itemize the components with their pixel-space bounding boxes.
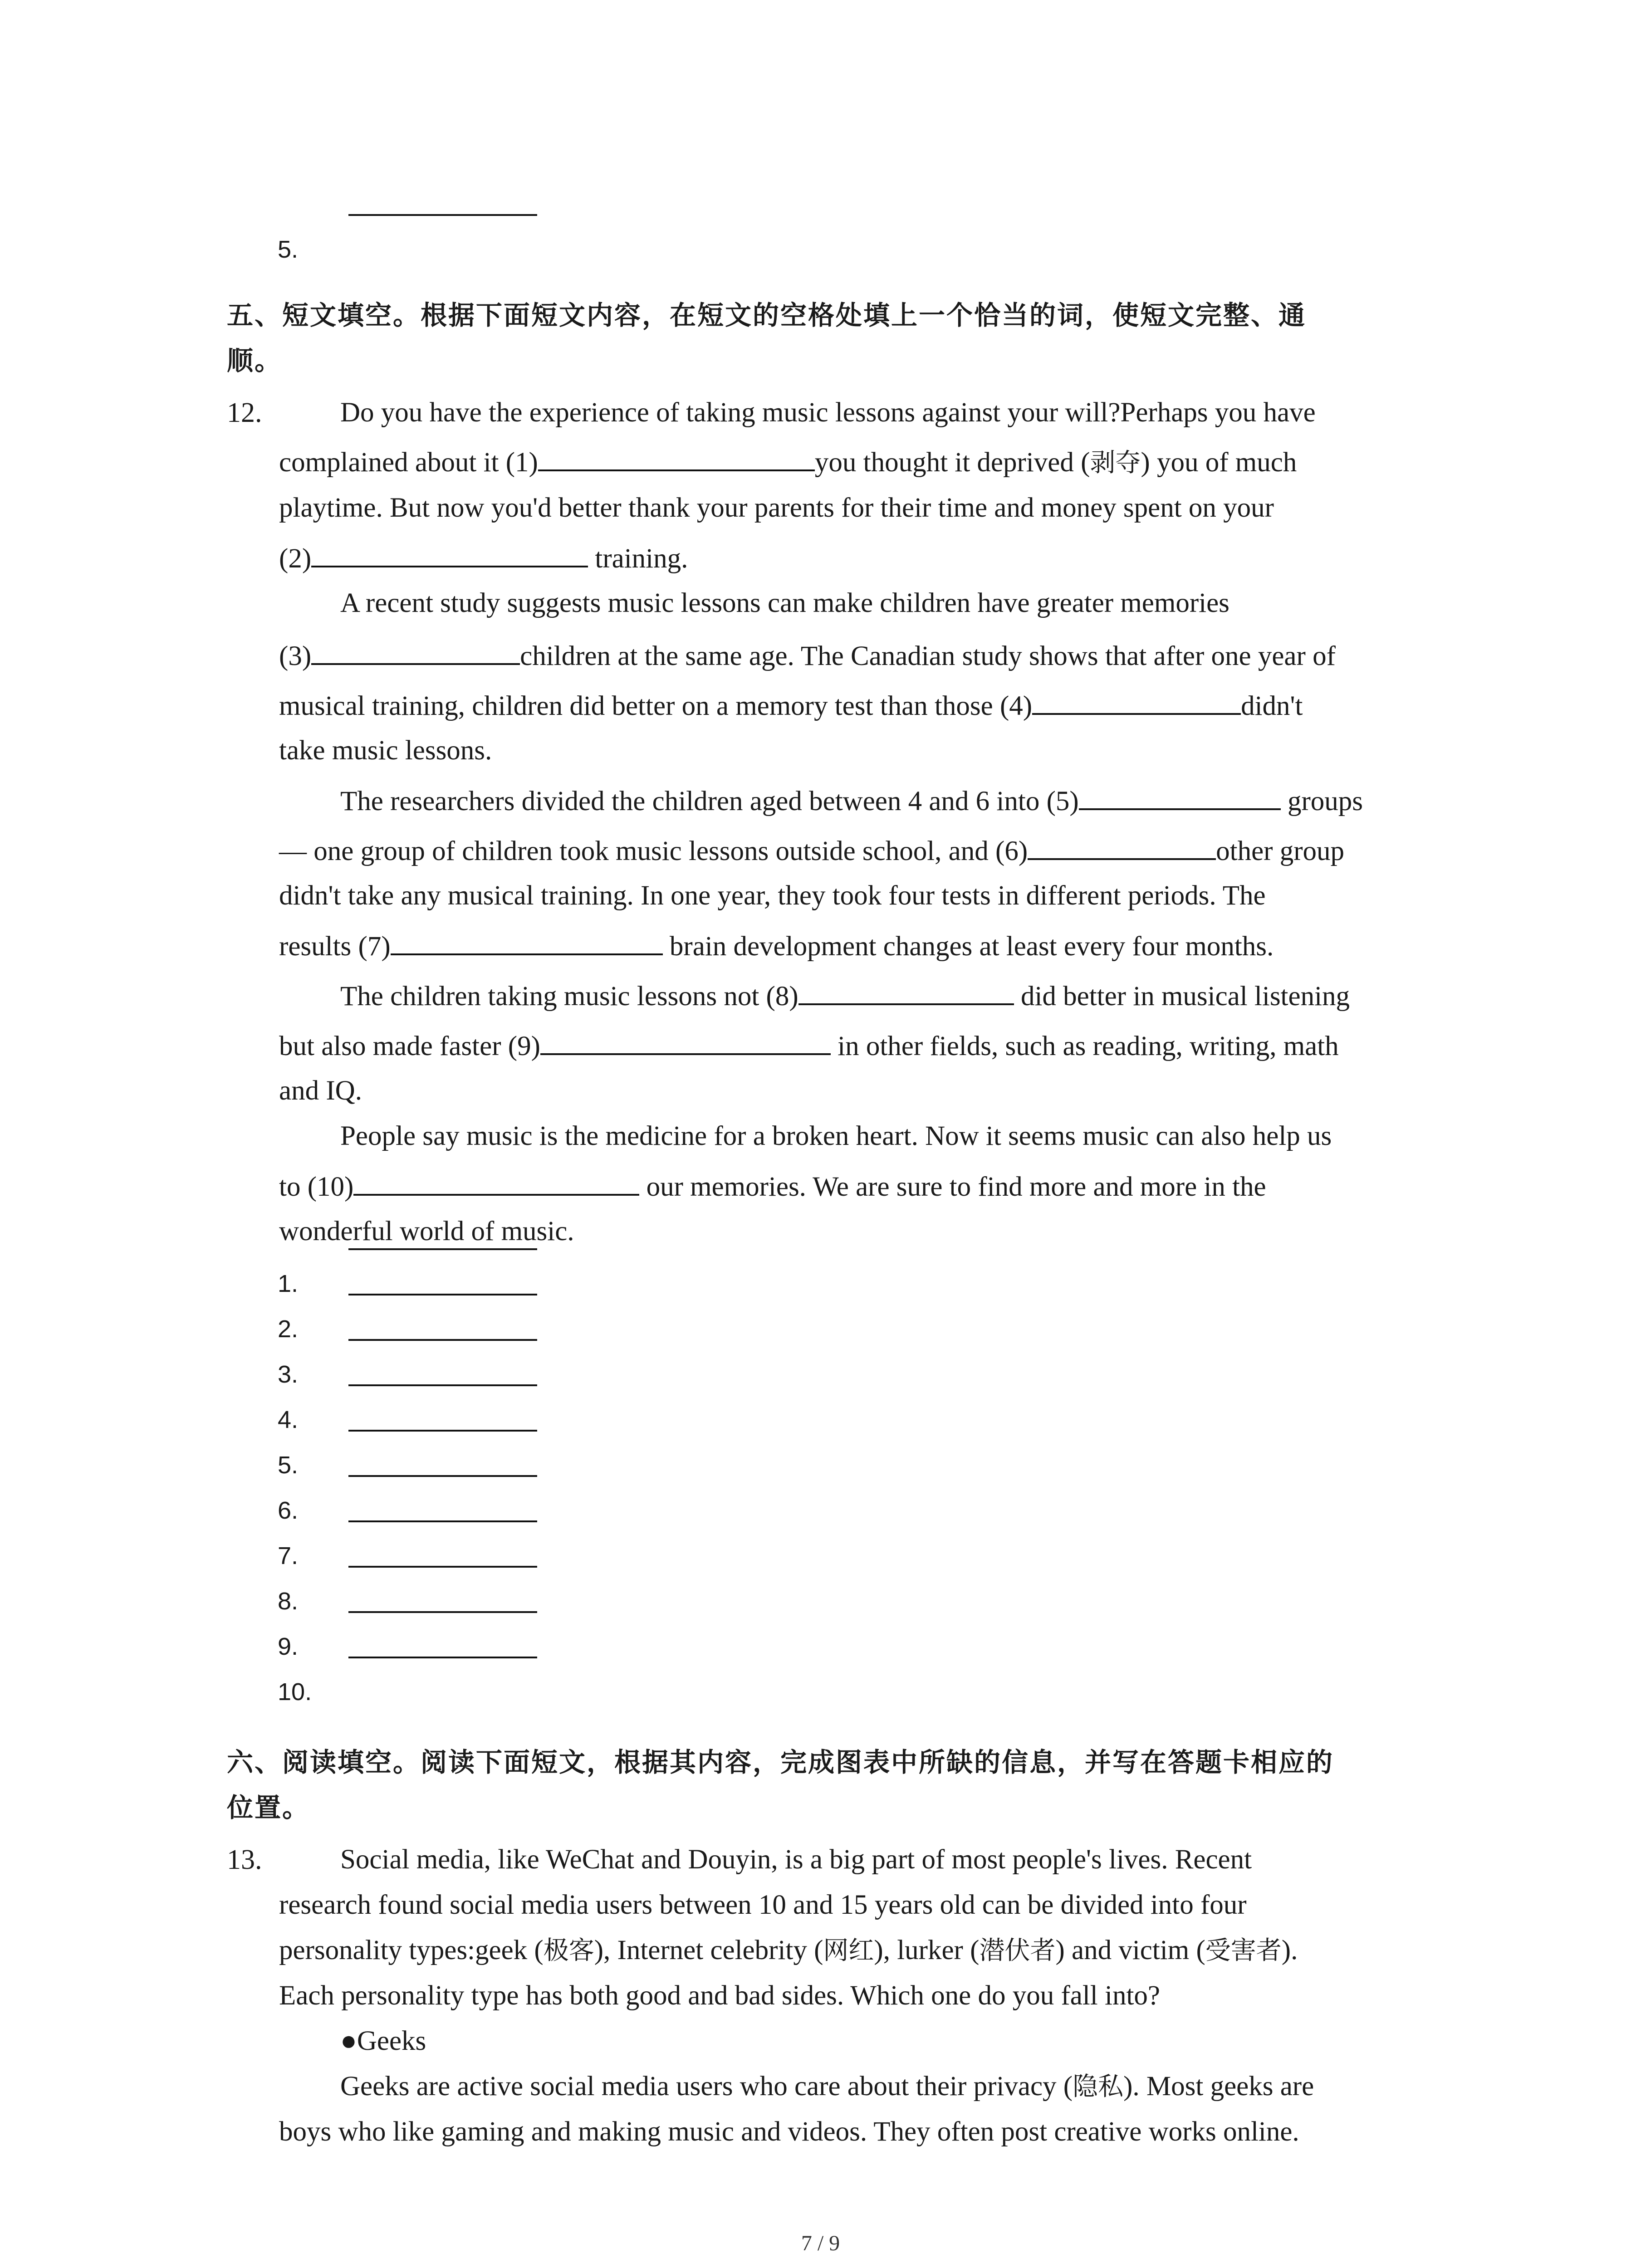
q13-line-6: Geeks are active social media users who care about their privacy (隐私). Most geeks are	[340, 2071, 1314, 2102]
q12-line-10: — one group of children took music lessons outside school, and (6) other group	[279, 835, 1344, 867]
answer-blank[interactable]	[348, 1566, 537, 1568]
q13-line-4: Each personality type has both good and bad sides. Which one do you fall into?	[279, 1980, 1160, 2011]
q12-line-8: take music lessons.	[279, 735, 492, 766]
blank-5[interactable]	[1079, 785, 1281, 810]
q12-line-16: People say music is the medicine for a broken heart. Now it seems music can also help us	[340, 1121, 1332, 1151]
section-5-heading-line1: 五、短文填空。根据下面短文内容，在短文的空格处填上一个恰当的词，使短文完整、通	[227, 300, 1307, 331]
blank-3[interactable]	[311, 640, 520, 665]
q12-line-2: complained about it (1) you thought it deprived (剥夺) you of much	[279, 446, 1297, 479]
q12-line-14: but also made faster (9) in other fields, such as reading, writing, math	[279, 1030, 1339, 1062]
question-13-number: 13.	[227, 1844, 262, 1875]
section-5-heading-line2: 顺。	[227, 345, 283, 376]
q12-line-12: results (7) brain development changes at least every four months.	[279, 930, 1274, 963]
answer-blank[interactable]	[348, 1520, 537, 1522]
blank-6[interactable]	[1028, 835, 1216, 860]
q12-line-9: The researchers divided the children aged between 4 and 6 into (5) groups	[340, 785, 1363, 817]
q13-line-2: research found social media users between 10 and 15 years old can be divided into four	[279, 1890, 1247, 1920]
q12-line-3: playtime. But now you'd better thank your parents for their time and money spent on your	[279, 493, 1274, 523]
q12-line-4: (2) training.	[279, 542, 688, 575]
blank-9[interactable]	[540, 1030, 831, 1055]
answer-number: 5.	[278, 236, 299, 263]
q13-line-7: boys who like gaming and making music and videos. They often post creative works online.	[279, 2116, 1299, 2147]
q12-line-6: (3) children at the same age. The Canadian study shows that after one year of	[279, 640, 1336, 672]
q12-line-11: didn't take any musical training. In one year, they took four tests in different periods. The	[279, 880, 1266, 911]
answer-blank[interactable]	[348, 214, 537, 216]
section-6-heading-line1: 六、阅读填空。阅读下面短文，根据其内容，完成图表中所缺的信息，并写在答题卡相应的	[227, 1747, 1334, 1778]
answer-blank[interactable]	[348, 1294, 537, 1295]
section-5-heading	[227, 293, 1461, 383]
answer-blank[interactable]	[348, 1475, 537, 1477]
q12-line-5: A recent study suggests music lessons can make children have greater memories	[340, 588, 1230, 618]
q12-line-17: to (10) our memories. We are sure to find more and more in the	[279, 1170, 1266, 1203]
answer-blank[interactable]	[348, 1384, 537, 1386]
section-6-heading	[227, 1740, 1461, 1830]
answer-blank[interactable]	[348, 1657, 537, 1658]
answer-blank[interactable]	[348, 1430, 537, 1432]
blank-7[interactable]	[391, 930, 663, 955]
blank-1[interactable]	[538, 446, 815, 471]
q12-line-13: The children taking music lessons not (8) did better in musical listening	[340, 980, 1350, 1012]
q13-line-3: personality types:geek (极客), Internet celebrity (网红), lurker (潜伏者) and victim (受害者).	[279, 1935, 1298, 1965]
question-12-number: 12.	[227, 397, 262, 428]
page-number: 7 / 9	[801, 2231, 840, 2255]
answer-blank[interactable]	[348, 1248, 537, 1250]
q13-line-1: Social media, like WeChat and Douyin, is a big part of most people's lives. Recent	[340, 1844, 1252, 1875]
blank-10[interactable]	[353, 1170, 639, 1196]
section-6-heading-line2: 位置。	[227, 1792, 310, 1823]
answer-blank[interactable]	[348, 1339, 537, 1341]
blank-4[interactable]	[1032, 689, 1241, 715]
q12-line-7: musical training, children did better on a memory test than those (4) didn't	[279, 689, 1303, 722]
q13-line-5: ●Geeks	[340, 2026, 426, 2056]
q12-line-15: and IQ.	[279, 1075, 362, 1106]
q12-line-18: wonderful world of music.	[279, 1216, 574, 1246]
answer-blank[interactable]	[348, 1611, 537, 1613]
blank-2[interactable]	[311, 542, 588, 567]
blank-8[interactable]	[798, 980, 1014, 1005]
q12-line-1: Do you have the experience of taking music lessons against your will?Perhaps you have	[340, 397, 1316, 428]
document-page: 5. 五、短文填空。根据下面短文内容，在短文的空格处填上一个恰当的词，使短文完整、通 顺。 12. Do you have the experience of taking music lessons against your will?Perhaps you have complained about it (1) you thought it deprived (剥夺) you of much playtime. But now you'd better thank your parents for their time and money spent on your (2) training. A recent study suggests music lessons can make children have greater memories (3) children at the same age. The Canadian study shows that after one year of musical training, children did better on a memory test than those (4) didn't take music lessons. The researchers divided the children aged between 4 and 6 into (5) groups — one group of children took music lessons outside school, and (6) other group didn't take any musical training. In one year, they took four tests in different periods. The results (7) brain development changes at least every four months. The children taking music lessons not (8) did better in musical listening but also made faster (9) in other fields, such as reading, writing, math and IQ. People say music is the medicine for a broken heart. Now it seems music can also help us to (10) our memories. We are sure to find more and more in the wonderful world of music. 1. 2. 3. 4. 5. 6. 7. 8. 9. 10. 六、阅读填空。阅读下面短文，根据其内容，完成图表中所缺的信息，并写在答题卡相应的 位置。 13. Social media, like WeChat and Douyin, is a big part of most people's lives. Recent research found social media users between 10 and 15 years old can be divided into four personality types:geek (极客), Internet celebrity (网红), lurker (潜伏者) and victim (受害者). Each personality type has both good and bad sides. Which one do you fall into? ●Geeks Geeks are active social media users who care about their privacy (隐私). Most geeks are boys who like gaming and making music and videos. They often post creative works online. 7 / 9	[0, 0, 1641, 2268]
